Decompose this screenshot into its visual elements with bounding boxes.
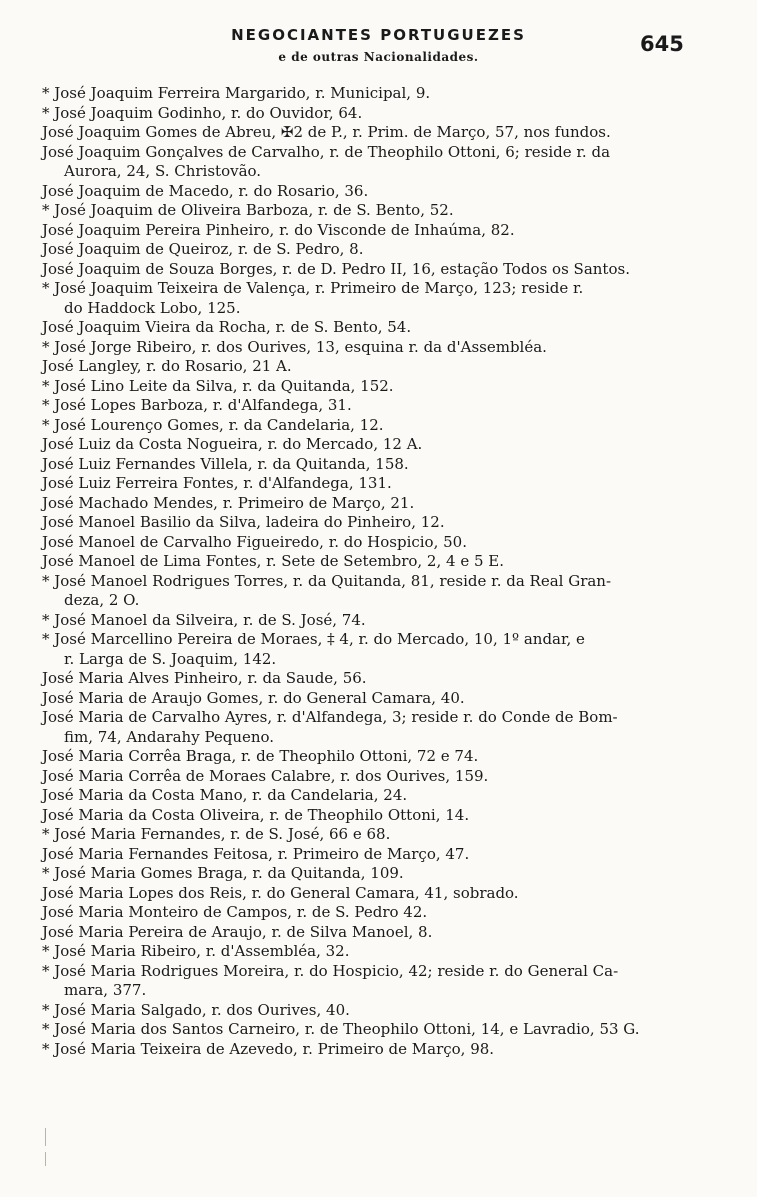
entries-list [42,84,707,1059]
entry-line: José Maria de Carvalho Ayres, r. d'Alfandega, 3; reside r. do Conde de Bom- [42,708,618,726]
entry-continuation: mara, 377. [64,981,147,999]
entry-line: José Machado Mendes, r. Primeiro de Março, 21. [42,493,415,512]
entry-line: * José Joaquim de Oliveira Barboza, r. de S. Bento, 52. [42,201,454,219]
entry-line: José Maria de Araujo Gomes, r. do General Camara, 40. [42,688,465,707]
page-title: NEGOCIANTES PORTUGUEZES [231,26,526,44]
entry-line: José Manoel Basilio da Silva, ladeira do Pinheiro, 12. [42,513,445,531]
entry-line: José Joaquim de Souza Borges, r. de D. Pedro II, 16, estação Todos os Santos. [42,259,630,278]
entry-line: * José Joaquim Godinho, r. do Ouvidor, 64. [42,103,363,122]
entry-line: José Joaquim Pereira Pinheiro, r. do Visconde de Inhaúma, 82. [42,220,515,239]
entry-line: José Manoel de Carvalho Figueiredo, r. do Hospicio, 50. [42,532,467,551]
entry-line: * José Marcellino Pereira de Moraes, ‡ 4, r. do Mercado, 10, 1º andar, e [42,630,585,648]
entry-line: José Joaquim Gomes de Abreu, ✠2 de P., r. Prim. de Março, 57, nos fundos. [42,123,611,141]
page-subtitle: e de outras Nacionalidades. [278,50,479,64]
entry-line: José Maria Alves Pinheiro, r. da Saude, 56. [42,669,367,687]
entry-line: José Maria Monteiro de Campos, r. de S. Pedro 42. [42,903,428,921]
entry-continuation: deza, 2 O. [64,591,140,609]
entry-line: José Langley, r. do Rosario, 21 A. [42,357,292,375]
entry-line: * José Maria Salgado, r. dos Ourives, 40. [42,1000,350,1019]
entry-line: * José Joaquim Ferreira Margarido, r. Municipal, 9. [42,84,431,102]
entry-line: José Joaquim de Macedo, r. do Rosario, 36. [42,181,369,200]
entry-line: José Maria Pereira de Araujo, r. de Silva Manoel, 8. [42,922,433,941]
entry-line: José Maria Lopes dos Reis, r. do General Camara, 41, sobrado. [42,883,519,902]
entry-line: José Joaquim Vieira da Rocha, r. de S. Bento, 54. [42,318,412,336]
entry-line: * José Manoel Rodrigues Torres, r. da Quitanda, 81, reside r. da Real Gran- [42,571,612,590]
margin-mark [45,1152,46,1166]
entry-line: * José Manoel da Silveira, r. de S. José, 74. [42,610,366,629]
margin-mark [45,1128,46,1146]
entry-line: * José Joaquim Teixeira de Valença, r. Primeiro de Março, 123; reside r. [42,279,584,297]
entry-line: José Maria Corrêa Braga, r. de Theophilo Ottoni, 72 e 74. [42,747,479,765]
entry-line: * José Maria dos Santos Carneiro, r. de Theophilo Ottoni, 14, e Lavradio, 53 G. [42,1020,640,1038]
entry-line: José Luiz da Costa Nogueira, r. do Mercado, 12 A. [42,435,423,453]
entry-continuation: Aurora, 24, S. Christovão. [64,162,262,180]
entry-line: José Joaquim Gonçalves de Carvalho, r. de Theophilo Ottoni, 6; reside r. da [42,142,611,161]
entry-line: * José Maria Gomes Braga, r. da Quitanda, 109. [42,864,404,882]
entry-line: José Luiz Ferreira Fontes, r. d'Alfandega, 131. [42,474,392,492]
entry-line: * José Lourenço Gomes, r. da Candelaria, 12. [42,415,384,434]
page-number: 645 [640,32,684,56]
entry-line: * José Maria Rodrigues Moreira, r. do Hospicio, 42; reside r. do General Ca- [42,961,619,980]
entry-continuation: fim, 74, Andarahy Pequeno. [64,727,275,746]
entry-continuation: r. Larga de S. Joaquim, 142. [64,649,277,668]
entry-line: * José Lopes Barboza, r. d'Alfandega, 31. [42,396,352,414]
entry-line: * José Lino Leite da Silva, r. da Quitanda, 152. [42,376,394,395]
entry-line: José Maria da Costa Mano, r. da Candelaria, 24. [42,786,408,804]
entry-line: * José Maria Teixeira de Azevedo, r. Primeiro de Março, 98. [42,1039,495,1058]
entry-line: * José Maria Fernandes, r. de S. José, 66 e 68. [42,825,391,843]
entry-line: José Manoel de Lima Fontes, r. Sete de Setembro, 2, 4 e 5 E. [42,552,504,570]
entry-line: José Maria Fernandes Feitosa, r. Primeiro de Março, 47. [42,844,470,863]
entry-continuation: do Haddock Lobo, 125. [64,298,241,317]
entry-line: * José Maria Ribeiro, r. d'Assembléa, 32. [42,942,350,960]
entry-line: José Luiz Fernandes Villela, r. da Quitanda, 158. [42,454,409,473]
entry-line: * José Jorge Ribeiro, r. dos Ourives, 13, esquina r. da d'Assembléa. [42,337,547,356]
entry-line: José Maria da Costa Oliveira, r. de Theophilo Ottoni, 14. [42,805,470,824]
entry-line: José Joaquim de Queiroz, r. de S. Pedro, 8. [42,240,364,258]
entry-line: José Maria Corrêa de Moraes Calabre, r. dos Ourives, 159. [42,766,489,785]
